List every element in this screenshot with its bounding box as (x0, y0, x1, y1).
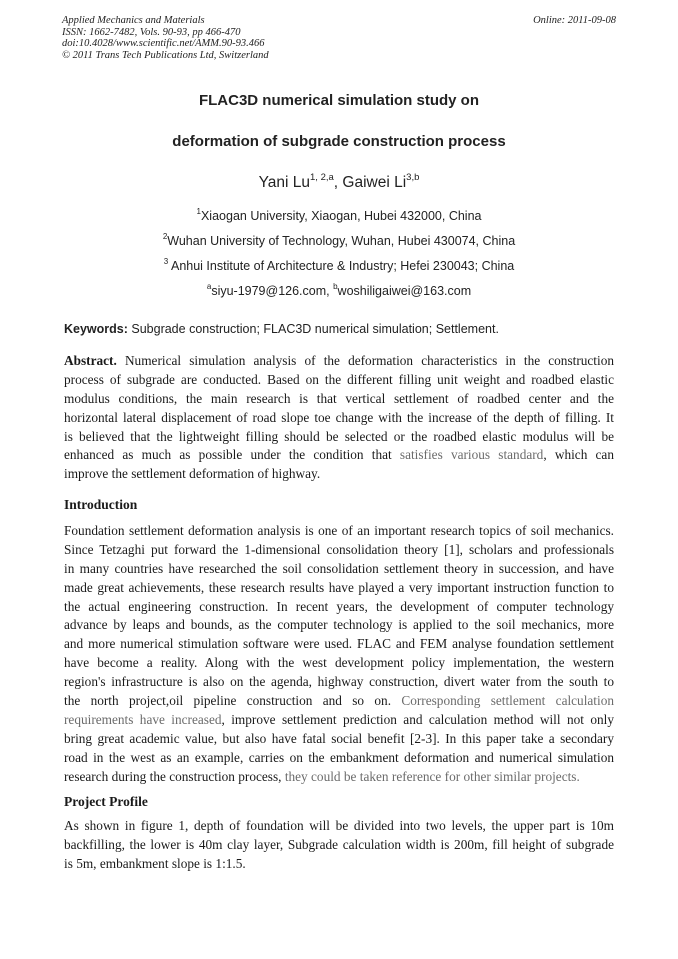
intro-text: research during the construction process, (64, 768, 285, 784)
abstract-text: , which can (543, 447, 614, 463)
project-profile-body (64, 817, 614, 874)
author-separator: , (333, 174, 343, 191)
intro-line: and more numerical stimulation software were used. FLAC and FEM analyse foundation settlement (64, 636, 614, 652)
affiliation-3-text: Anhui Institute of Architecture & Industry; Hefei 230043; China (168, 259, 515, 273)
author-2-name: Gaiwei Li (342, 174, 407, 191)
affiliation-3-sup: 3 (163, 257, 169, 266)
affiliation-2 (0, 234, 678, 248)
abstract (64, 352, 614, 484)
abstract-line: horizontal lateral displacement of road slope toe change with the increase of the depth of filling. It (64, 409, 614, 425)
abstract-label: Abstract. (64, 353, 117, 368)
doi-line[interactable]: doi:10.4028/www.scientific.net/AMM.90-93.466 (62, 38, 265, 50)
intro-grey-text: they could be taken reference for other similar projects. (284, 768, 580, 784)
paper-title-line-1: FLAC3D numerical simulation study on (198, 92, 480, 109)
journal-header (62, 15, 269, 61)
abstract-grey-text: satisfies various standard (399, 447, 544, 463)
intro-line: region's infrastructure is also on the agenda, highway construction, divert water from the south to (64, 674, 614, 690)
intro-line: road in the west as an example, carries on the embankment deformation and numerical simulation (64, 749, 614, 765)
intro-line: made great achievements, these research results have played a very important instruction function to (64, 579, 614, 595)
abstract-line (64, 446, 614, 465)
introduction-body (64, 522, 614, 786)
copyright-line: © 2011 Trans Tech Publications Ltd, Switzerland (62, 49, 269, 61)
abstract-line: is believed that the lightweight filling should be selected or the roadbed elastic modulus will be (64, 428, 614, 444)
affiliation-2-text: Wuhan University of Technology, Wuhan, Hubei 430074, China (167, 234, 516, 248)
online-date: Online: 2011-09-08 (533, 15, 616, 26)
abstract-line: process of subgrade are conducted. Based on the different filling unit weight and roadbed elastic (64, 371, 614, 387)
section-heading-introduction: Introduction (64, 497, 138, 512)
affiliation-1 (0, 209, 678, 223)
profile-line: As shown in figure 1, depth of foundation will be divided into two levels, the upper part is 10m (64, 818, 614, 833)
intro-line: in many countries have researched the soil consolidation settlement theory in succession, and have (64, 560, 614, 576)
author-1-name: Yani Lu (258, 174, 311, 191)
intro-line (64, 768, 614, 787)
intro-grey-text: Corresponding settlement calculation (401, 693, 614, 709)
keywords (64, 322, 499, 336)
abstract-line: improve the settlement deformation of highway. (64, 466, 321, 482)
intro-line: Foundation settlement deformation analysis is one of an important research topics of soil mechanics. (64, 523, 614, 538)
intro-line (64, 711, 614, 730)
intro-grey-text: requirements have increased (64, 711, 222, 727)
intro-text: the north project,oil pipeline construction and so on. (64, 693, 402, 709)
email-b-sup: b (333, 282, 338, 291)
email-a-sup: a (206, 282, 212, 291)
issn-line: ISSN: 1662-7482, Vols. 90-93, pp 466-470 (62, 26, 241, 38)
profile-line: backfilling, the lower is 40m clay layer, Subgrade calculation width is 200m, fill height of subgrade (64, 836, 614, 852)
intro-line: advance by leaps and bounds, as the computer technology is applied to the soil mechanics, more (64, 617, 614, 633)
profile-line: is 5m, embankment slope is 1:1.5. (64, 855, 246, 871)
email-a[interactable]: siyu-1979@126.com, (211, 284, 334, 298)
email-b[interactable]: woshiligaiwei@163.com (337, 284, 472, 298)
keywords-label: Keywords: (64, 322, 128, 336)
affiliation-2-sup: 2 (162, 232, 168, 241)
intro-line: bring great academic value, but also have fatal social benefit [2-3]. In this paper take a secondary (64, 730, 614, 746)
journal-name: Applied Mechanics and Materials (62, 15, 205, 26)
abstract-text: enhanced as much as possible under the condition that (64, 447, 400, 463)
intro-line (64, 692, 614, 711)
author-2-affil: 3,b (406, 172, 420, 183)
author-list (0, 174, 678, 192)
keywords-text: Subgrade construction; FLAC3D numerical simulation; Settlement. (127, 322, 499, 336)
affiliation-1-sup: 1 (196, 207, 201, 216)
intro-line: Since Tetzaghi put forward the 1-dimensional consolidation theory [1], scholars and professionals (64, 541, 614, 557)
intro-text: , improve settlement prediction and calculation method will not only (221, 711, 614, 727)
intro-line: the actual engineering construction. In recent years, the development of computer technology (64, 598, 614, 614)
affiliation-1-text: Xiaogan University, Xiaogan, Hubei 432000, China (200, 209, 482, 223)
abstract-text: Numerical simulation analysis of the deformation characteristics in the construction (116, 353, 614, 368)
abstract-line (64, 352, 614, 371)
paper-title-line-2: deformation of subgrade construction process (172, 133, 506, 150)
author-1-affil: 1, 2,a (310, 172, 334, 183)
abstract-line: modulus conditions, the main research is that vertical settlement of roadbed center and the (64, 390, 614, 406)
affiliation-3 (0, 259, 678, 273)
author-emails (0, 284, 678, 298)
section-heading-project-profile: Project Profile (64, 794, 148, 809)
intro-line: have become a reality. Along with the west development policy implementation, the western (64, 655, 614, 671)
